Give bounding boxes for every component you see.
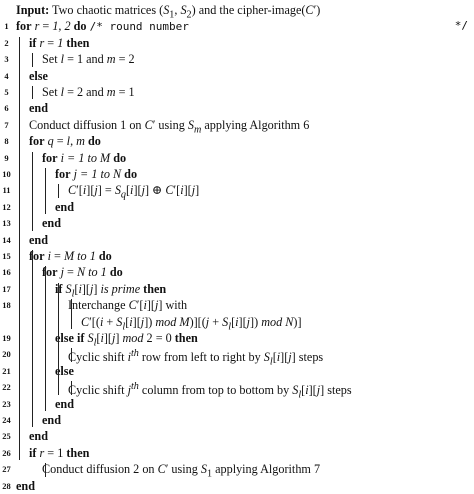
line-text: for j = N to 1 do	[42, 265, 123, 280]
block-scope-line	[32, 86, 33, 99]
line-number: 26	[2, 447, 11, 458]
comment-end: */	[454, 19, 468, 33]
line-text: Set l = 2 and m = 1	[42, 85, 135, 99]
line-number: 20	[2, 349, 11, 360]
line-number: 9	[4, 152, 9, 163]
block-scope-line	[71, 299, 72, 329]
line-text: for i = M to 1 do	[29, 249, 112, 263]
line-number: 24	[2, 415, 11, 425]
line-text: Cyclic shift $i^{th}$ row from left to right by $S_l[i][j]$ steps	[68, 348, 324, 368]
line-number: 25	[2, 431, 11, 442]
line-number: 12	[2, 201, 11, 212]
block-scope-line	[71, 381, 72, 394]
block-scope-line	[32, 53, 33, 66]
line-number: 7	[4, 119, 9, 130]
line-number: 19	[2, 333, 11, 343]
algorithm-line-26	[0, 445, 474, 461]
line-text: Set l = 1 and m = 2	[42, 52, 135, 67]
line-text: for r = 1, 2 do /* round number	[16, 19, 189, 34]
block-scope-line	[58, 283, 59, 395]
block-scope-line	[32, 250, 33, 427]
algorithm-line-19	[0, 330, 474, 349]
line-number: 11	[2, 185, 11, 196]
line-text: Cyclic shift $j^{th}$ column from top to bottom by $S_l[i][j]$ steps	[68, 381, 352, 401]
block-scope-line	[19, 37, 20, 460]
line-number: 5	[4, 87, 9, 97]
algorithm-line-5	[0, 84, 474, 100]
block-scope-line	[45, 266, 46, 411]
algorithm-input-line	[0, 2, 474, 21]
algorithm-line-14	[0, 232, 474, 248]
line-number: 2	[4, 37, 9, 48]
line-number: 3	[4, 54, 9, 65]
line-number: 23	[2, 398, 11, 409]
block-scope-line	[45, 463, 46, 476]
algorithm-line-1	[0, 18, 474, 34]
line-text: else	[29, 68, 48, 83]
block-scope-line	[71, 348, 72, 361]
line-number: 22	[2, 382, 11, 393]
algorithm-line-6	[0, 100, 474, 116]
algorithm-line-3	[0, 51, 474, 67]
line-text: else	[55, 363, 74, 378]
line-text: if r = 1 then	[29, 35, 90, 50]
line-text: if $S_l[i][j]$ is prime then	[55, 281, 167, 300]
block-scope-line	[58, 184, 59, 197]
algorithm-line-9	[0, 150, 474, 166]
algorithm-line-13	[0, 215, 474, 231]
algorithm-line-17	[0, 281, 474, 300]
block-scope-line	[32, 152, 33, 231]
line-number: 27	[2, 464, 11, 475]
algorithm-line-4	[0, 68, 474, 84]
algorithm-line-15	[0, 248, 474, 264]
line-number: 13	[2, 218, 11, 229]
line-number: 8	[4, 136, 9, 147]
algorithm-line-11	[0, 182, 474, 201]
algorithm-line-21	[0, 363, 474, 379]
line-text: for q = l, m do	[29, 134, 101, 149]
line-number: 1	[4, 21, 9, 32]
line-text: end	[29, 101, 48, 116]
line-text: else if $S_l[i][j]$ mod 2 = 0 then	[55, 331, 198, 349]
line-number: 4	[4, 70, 9, 81]
algorithm-line-24	[0, 412, 474, 428]
line-text: for i = 1 to M do	[42, 150, 127, 165]
algorithm-line-28	[0, 478, 474, 494]
line-text: $C'[(i + S_l[i][j])$ mod $M)][(j + S_l[i][j])$ mod N)]	[81, 314, 302, 333]
algorithm-line-7	[0, 117, 474, 136]
line-number: 6	[4, 103, 9, 114]
line-text: end	[29, 429, 48, 444]
algorithm-line-25	[0, 428, 474, 444]
line-number: 28	[2, 480, 11, 491]
line-text: end	[55, 199, 74, 214]
line-number: 17	[2, 283, 11, 294]
line-text: end	[55, 396, 74, 411]
line-text: $C'[i][j] = S_q[i][j]$ ⊕ C′[i][j]	[68, 183, 200, 201]
line-text: Input: Two chaotic matrices ($S_1$, $S_2$) and the cipher-image(C′)	[16, 3, 321, 21]
line-number: 15	[2, 251, 11, 261]
line-text: for j = 1 to N do	[55, 167, 138, 181]
line-number: 16	[2, 267, 11, 278]
line-text: Interchange C′[i][j] with	[68, 298, 188, 313]
line-number: 10	[2, 169, 11, 179]
line-text: Conduct diffusion 2 on C′ using $S_1$ applying Algorithm 7	[42, 462, 321, 480]
algorithm-line-27	[0, 461, 474, 480]
line-text: end	[42, 413, 61, 427]
line-text: if r = 1 then	[29, 445, 90, 460]
algorithm-line-16	[0, 264, 474, 280]
line-text: end	[29, 232, 48, 247]
algorithm-line-2	[0, 35, 474, 51]
block-scope-line	[45, 168, 46, 214]
line-text: Conduct diffusion 1 on C′ using $S_m$ applying Algorithm 6	[29, 117, 310, 136]
algorithm-line-8	[0, 133, 474, 149]
algorithm-line-23	[0, 396, 474, 412]
line-number: 18	[2, 300, 11, 311]
line-text: end	[16, 478, 35, 493]
line-text: end	[42, 216, 61, 231]
algorithm-line-10	[0, 166, 474, 182]
algorithm-line-12	[0, 199, 474, 215]
line-number: 14	[2, 234, 11, 245]
line-number: 21	[2, 365, 11, 376]
